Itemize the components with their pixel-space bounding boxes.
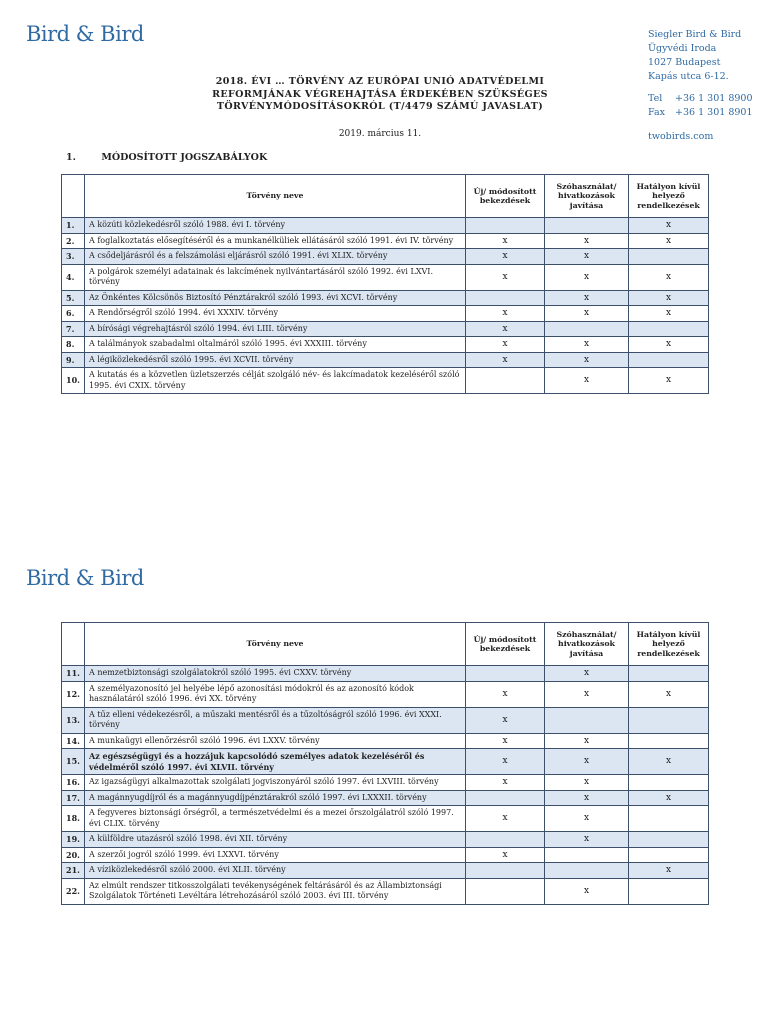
new-modified-mark: x [466,775,545,791]
header-repealing-provisions: Hatályon kívül helyező rendelkezések [629,623,709,666]
table-row [62,775,709,791]
law-name: A nemzetbiztonsági szolgálatokról szóló 1995. évi CXXV. törvény [85,666,466,682]
table-header-row [62,623,709,666]
row-number: 21. [62,863,85,879]
terminology-mark [545,321,629,337]
terminology-mark: x [545,290,629,306]
row-number: 1. [62,218,85,234]
table-row [62,806,709,832]
row-number: 9. [62,352,85,368]
telephone-label: Tel [648,93,663,104]
table-row [62,264,709,290]
terminology-mark: x [545,878,629,904]
row-number: 14. [62,733,85,749]
row-number: 19. [62,832,85,848]
row-number: 17. [62,790,85,806]
header-law-name: Törvény neve [85,175,466,218]
repeal-mark [629,321,709,337]
new-modified-mark: x [466,749,545,775]
terminology-mark: x [545,368,629,394]
terminology-mark: x [545,337,629,353]
title-line-3: TÖRVÉNYMÓDOSÍTÁSOKRÓL (T/4479 SZÁMÚ JAVASLAT) [216,101,544,112]
firm-name: Siegler Bird & Bird [648,29,742,40]
repeal-mark [629,847,709,863]
law-name: A Rendőrségről szóló 1994. évi XXXIV. törvény [85,306,466,322]
address-street: Kapás utca 6-12. [648,71,729,82]
repeal-mark: x [629,233,709,249]
repeal-mark [629,878,709,904]
repeal-mark: x [629,218,709,234]
law-name: A kutatás és a közvetlen üzletszerzés célját szolgáló név- és lakcímadatok kezeléséről szóló 1995. évi CXIX. törvény [85,368,466,394]
law-name: A légiközlekedésről szóló 1995. évi XCVII. törvény [85,352,466,368]
new-modified-mark [466,863,545,879]
header-number-cell [62,175,85,218]
new-modified-mark: x [466,847,545,863]
law-name: A személyazonosító jel helyébe lépő azonosítási módokról és az azonosító kódok használatáról szóló 1996. évi XX. törvény [85,681,466,707]
laws-table-page-1 [61,174,709,394]
row-number: 3. [62,249,85,265]
row-number: 18. [62,806,85,832]
table-row [62,749,709,775]
title-line-1: 2018. ÉVI … TÖRVÉNY AZ EURÓPAI UNIÓ ADATVÉDELMI [215,76,545,87]
repeal-mark [629,707,709,733]
repeal-mark [629,775,709,791]
table-row [62,249,709,265]
terminology-mark [545,218,629,234]
law-name: A külföldre utazásról szóló 1998. évi XII. törvény [85,832,466,848]
section-heading [66,152,267,163]
terminology-mark [545,863,629,879]
table-row [62,321,709,337]
law-name: A polgárok személyi adatainak és lakcímének nyilvántartásáról szóló 1992. évi LXVI. törvény [85,264,466,290]
terminology-mark: x [545,775,629,791]
repeal-mark [629,806,709,832]
new-modified-mark: x [466,306,545,322]
repeal-mark: x [629,863,709,879]
table-row [62,352,709,368]
page-gap [0,510,768,548]
repeal-mark: x [629,681,709,707]
telephone [648,92,753,106]
table-row [62,681,709,707]
new-modified-mark [466,666,545,682]
law-name: A találmányok szabadalmi oltalmáról szóló 1995. évi XXXIII. törvény [85,337,466,353]
row-number: 12. [62,681,85,707]
new-modified-mark: x [466,337,545,353]
fax-number: +36 1 301 8901 [675,107,753,118]
table-row [62,878,709,904]
row-number: 11. [62,666,85,682]
terminology-mark: x [545,806,629,832]
header-law-name: Törvény neve [85,623,466,666]
law-name: Az elmúlt rendszer titkosszolgálati tevékenységének feltárásáról és az Állambiztonsági Szolgálatok Történeti Levéltára létrehozásáról szóló 2003. évi III. törvény [85,878,466,904]
terminology-mark: x [545,306,629,322]
table-row [62,733,709,749]
table-row [62,306,709,322]
table-row [62,337,709,353]
document-date: 2019. március 11. [338,129,422,139]
row-number: 7. [62,321,85,337]
law-name: A bírósági végrehajtásról szóló 1994. évi LIII. törvény [85,321,466,337]
new-modified-mark [466,290,545,306]
document-page-1 [0,0,768,510]
header-new-modified-paragraphs: Új/ módosított bekezdések [466,623,545,666]
new-modified-mark: x [466,352,545,368]
section-title: MÓDOSÍTOTT JOGSZABÁLYOK [101,152,268,163]
table-row [62,290,709,306]
new-modified-mark: x [466,707,545,733]
fax-label: Fax [648,107,665,118]
law-name: A fegyveres biztonsági őrségről, a természetvédelmi és a mezei őrszolgálatról szóló 1997. évi CLIX. törvény [85,806,466,832]
table-row [62,790,709,806]
address-city: 1027 Budapest [648,57,721,68]
header-terminology-corrections: Szóhasználat/ hivatkozások javítása [545,175,629,218]
row-number: 22. [62,878,85,904]
terminology-mark [545,707,629,733]
new-modified-mark: x [466,806,545,832]
table-row [62,707,709,733]
terminology-mark: x [545,249,629,265]
terminology-mark: x [545,749,629,775]
repeal-mark: x [629,790,709,806]
new-modified-mark: x [466,264,545,290]
new-modified-mark [466,368,545,394]
new-modified-mark: x [466,233,545,249]
section-number: 1. [66,152,76,163]
new-modified-mark: x [466,321,545,337]
table-row [62,368,709,394]
row-number: 16. [62,775,85,791]
row-number: 6. [62,306,85,322]
new-modified-mark [466,790,545,806]
title-line-2: REFORMJÁNAK VÉGREHAJTÁSA ÉRDEKÉBEN SZÜKSÉGES [212,88,548,100]
new-modified-mark [466,878,545,904]
law-name: Az egészségügyi és a hozzájuk kapcsolódó személyes adatok kezeléséről és védelméről szóló 1997. évi XLVII. törvény [85,749,466,775]
repeal-mark [629,249,709,265]
new-modified-mark: x [466,681,545,707]
law-name: A tűz elleni védekezésről, a műszaki mentésről és a tűzoltóságról szóló 1996. évi XXXI. törvény [85,707,466,733]
repeal-mark: x [629,749,709,775]
law-name: A magánnyugdíjról és a magánnyugdíjpénztárakról szóló 1997. évi LXXXII. törvény [85,790,466,806]
law-name: A víziközlekedésről szóló 2000. évi XLII. törvény [85,863,466,879]
row-number: 8. [62,337,85,353]
law-name: Az Önkéntes Kölcsönös Biztosító Pénztárakról szóló 1993. évi XCVI. törvény [85,290,466,306]
terminology-mark: x [545,733,629,749]
laws-table-page-2 [61,622,709,905]
terminology-mark: x [545,666,629,682]
terminology-mark: x [545,832,629,848]
row-number: 13. [62,707,85,733]
terminology-mark: x [545,352,629,368]
repeal-mark: x [629,368,709,394]
header-repealing-provisions: Hatályon kívül helyező rendelkezések [629,175,709,218]
terminology-mark [545,847,629,863]
row-number: 10. [62,368,85,394]
table-header-row [62,175,709,218]
repeal-mark: x [629,290,709,306]
terminology-mark: x [545,264,629,290]
table-row [62,218,709,234]
row-number: 20. [62,847,85,863]
bird-and-bird-logo: Bird & Bird [26,566,144,590]
table-row [62,832,709,848]
new-modified-mark: x [466,249,545,265]
row-number: 4. [62,264,85,290]
fax [648,106,753,120]
repeal-mark: x [629,264,709,290]
office-address [648,28,753,144]
row-number: 2. [62,233,85,249]
table-row [62,863,709,879]
office-name: Ügyvédi Iroda [648,43,717,54]
terminology-mark: x [545,681,629,707]
header-terminology-corrections: Szóhasználat/ hivatkozások javítása [545,623,629,666]
document-title [160,76,600,114]
row-number: 5. [62,290,85,306]
row-number: 15. [62,749,85,775]
table-row [62,847,709,863]
header-number-cell [62,623,85,666]
repeal-mark [629,352,709,368]
law-name: A munkaügyi ellenőrzésről szóló 1996. évi LXXV. törvény [85,733,466,749]
repeal-mark [629,832,709,848]
repeal-mark: x [629,337,709,353]
header-new-modified-paragraphs: Új/ módosított bekezdések [466,175,545,218]
telephone-number: +36 1 301 8900 [675,93,753,104]
law-name: A foglalkoztatás elősegítéséről és a munkanélküliek ellátásáról szóló 1991. évi IV. törvény [85,233,466,249]
website-link[interactable]: twobirds.com [648,131,714,142]
repeal-mark: x [629,306,709,322]
document-page-2 [0,548,768,1024]
terminology-mark: x [545,233,629,249]
bird-and-bird-logo: Bird & Bird [26,22,144,46]
new-modified-mark [466,218,545,234]
table-row [62,666,709,682]
law-name: A szerzői jogról szóló 1999. évi LXXVI. törvény [85,847,466,863]
repeal-mark [629,666,709,682]
terminology-mark: x [545,790,629,806]
table-row [62,233,709,249]
law-name: A közúti közlekedésről szóló 1988. évi I. törvény [85,218,466,234]
law-name: A csődeljárásról és a felszámolási eljárásról szóló 1991. évi XLIX. törvény [85,249,466,265]
law-name: Az igazságügyi alkalmazottak szolgálati jogviszonyáról szóló 1997. évi LXVIII. törvény [85,775,466,791]
new-modified-mark [466,832,545,848]
repeal-mark [629,733,709,749]
new-modified-mark: x [466,733,545,749]
